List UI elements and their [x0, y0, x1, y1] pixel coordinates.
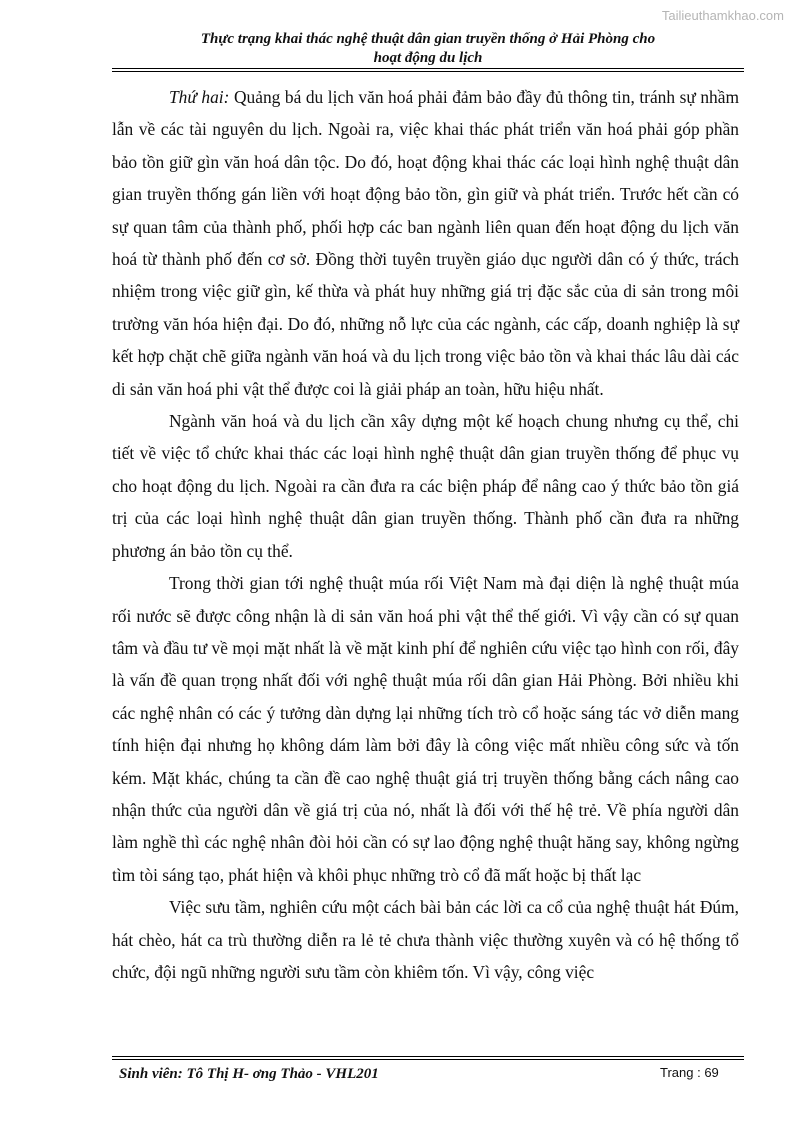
header-line-2: hoạt động du lịch [373, 50, 483, 66]
header-rule-double [112, 71, 744, 72]
page-number: Trang : 69 [660, 1065, 719, 1080]
paragraph-3: Trong thời gian tới nghệ thuật múa rối Việt Nam mà đại diện là nghệ thuật múa rối nước sẽ được công nhận là di sản văn hoá phi vật thể thế giới. Vì vậy cần có sự quan tâm và đầu tư về mọi mặt nhất là về mặt kinh phí để nghiên cứu việc tạo hình con rối, đây là vấn đề quan trọng nhất đối với nghệ thuật múa rối dân gian Hải Phòng. Bởi nhiều khi các nghệ nhân có các ý tưởng dàn dựng lại những tích trò cổ hoặc sáng tác vở diễn mang tính hiện đại nhưng họ không dám làm bởi đây là công việc mất nhiều công sức và tốn kém. Mặt khác, chúng ta cần đề cao nghệ thuật giá trị truyền thống bằng cách nâng cao nhận thức của người dân về giá trị của nó, nhất là đối với thế hệ trẻ. Về phía người dân làm nghề thì các nghệ nhân đòi hỏi cần có sự lao động nghệ thuật hăng say, không ngừng tìm tòi sáng tạo, phát hiện và khôi phục những trò cổ đã mất hoặc bị thất lạc [112, 573, 739, 885]
body-text [112, 81, 739, 988]
paragraph-lead: Thứ hai: [169, 87, 230, 107]
running-header [112, 30, 744, 68]
header-line-1: Thực trạng khai thác nghệ thuật dân gian truyền thống ở Hải Phòng cho [200, 31, 656, 47]
watermark: Tailieuthamkhao.com [661, 8, 784, 23]
footer-rule [112, 1056, 744, 1057]
header-rule [112, 68, 744, 69]
paragraph-2: Ngành văn hoá và du lịch cần xây dựng một kế hoạch chung nhưng cụ thể, chi tiết về việc tổ chức khai thác các loại hình nghệ thuật dân gian truyền thống để phục vụ cho hoạt động du lịch. Ngoài ra cần đưa ra các biện pháp để nâng cao ý thức bảo tồn giá trị của các loại hình nghệ thuật dân gian truyền thống. Thành phố cần đưa ra những phương án bảo tồn cụ thể. [112, 411, 739, 561]
paragraph-1 [112, 81, 739, 405]
paragraph-text: Quảng bá du lịch văn hoá phải đảm bảo đầy đủ thông tin, tránh sự nhầm lẫn về các tài nguyên du lịch. Ngoài ra, việc khai thác phát triển văn hoá phải góp phần bảo tồn giữ gìn văn hoá dân tộc. Do đó, hoạt động khai thác các loại hình nghệ thuật dân gian truyền thống gán liền với hoạt động bảo tồn, gìn giữ và phát triển. Trước hết cần có sự quan tâm của thành phố, phối hợp các ban ngành liên quan đến hoạt động du lịch văn hoá từ thành phố đến cơ sở. Đồng thời tuyên truyền giáo dục người dân có ý thức, trách nhiệm trong việc giữ gìn, kế thừa và phát huy những giá trị đặc sắc của di sản trong môi trường văn hóa hiện đại. Do đó, những nỗ lực của các ngành, các cấp, doanh nghiệp là sự kết hợp chặt chẽ giữa ngành văn hoá và du lịch trong việc bảo tồn và khai thác lâu dài các di sản văn hoá phi vật thể được coi là giải pháp an toàn, hữu hiệu nhất. [112, 87, 739, 399]
footer-rule-double [112, 1059, 744, 1060]
footer-author: Sinh viên: Tô Thị H- ơng Thảo - VHL201 [119, 1066, 379, 1082]
paragraph-4: Việc sưu tầm, nghiên cứu một cách bài bản các lời ca cổ của nghệ thuật hát Đúm, hát chèo, hát ca trù thường diễn ra lẻ tẻ chưa thành việc thường xuyên và có hệ thống tổ chức, đội ngũ những người sưu tầm còn khiêm tốn. Vì vậy, công việc [112, 897, 739, 982]
